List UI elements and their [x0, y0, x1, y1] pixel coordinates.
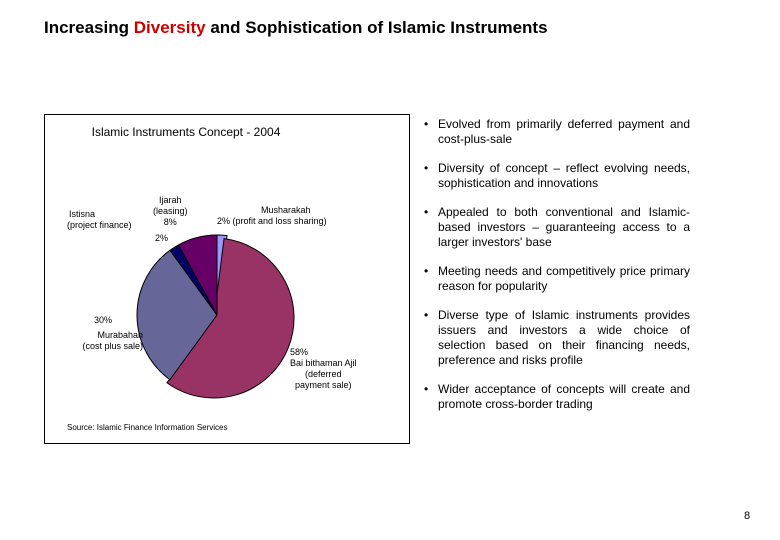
- slice-label-istisna: [67, 209, 132, 231]
- slice-pct: 8%: [163, 217, 177, 227]
- bullet-item: • Wider acceptance of concepts will create and promote cross-border trading: [424, 382, 690, 411]
- title-prefix: Increasing: [44, 18, 134, 37]
- slide-title: [44, 18, 548, 38]
- slice-name: (deferred: [305, 369, 342, 379]
- slice-pct-istisna: 2%: [155, 233, 169, 243]
- slice-pct: 2%: [217, 216, 231, 226]
- bullet-item: • Diverse type of Islamic instruments provides issuers and investors a wide choice of selection based on their financing needs, preference and risks profile: [424, 308, 690, 367]
- slice-name: Murabahah: [97, 330, 143, 340]
- slice-name: Musharakah: [261, 205, 311, 215]
- page-number: 8: [744, 510, 751, 522]
- slice-name: Bai bithaman Ajil: [290, 358, 357, 368]
- slice-label-murabahah: [63, 315, 143, 352]
- bullet-item: • Appealed to both conventional and Islamic-based investors – guaranteeing access to a larger investors' base: [424, 205, 690, 249]
- slice-name: (leasing): [153, 206, 188, 216]
- title-highlight: Diversity: [133, 18, 206, 37]
- bullet-list: [422, 117, 690, 426]
- slice-name: (profit and loss sharing): [232, 216, 327, 226]
- slice-name: payment sale): [295, 380, 352, 390]
- slice-name: Ijarah: [159, 195, 182, 205]
- slice-pct: 58%: [290, 347, 309, 357]
- pie-chart: [45, 115, 411, 445]
- slice-label-musharakah: [217, 205, 327, 227]
- bullet-item: • Meeting needs and competitively price primary reason for popularity: [424, 264, 690, 293]
- title-suffix: and Sophistication of Islamic Instruments: [205, 18, 548, 37]
- slice-pct: 30%: [93, 315, 112, 325]
- chart-source: Source: Islamic Finance Information Services: [67, 423, 228, 432]
- slice-name: (project finance): [67, 220, 132, 230]
- slice-label-ijarah: [153, 195, 188, 228]
- slice-name: Istisna: [69, 209, 96, 219]
- bullet-item: • Evolved from primarily deferred payment and cost-plus-sale: [424, 117, 690, 146]
- slice-label-bba: [290, 347, 357, 391]
- bullet-item: • Diversity of concept – reflect evolving needs, sophistication and innovations: [424, 161, 690, 190]
- slice-name: (cost plus sale): [82, 341, 143, 351]
- pie-chart-panel: [44, 114, 410, 444]
- chart-title: Islamic Instruments Concept - 2004: [91, 125, 281, 139]
